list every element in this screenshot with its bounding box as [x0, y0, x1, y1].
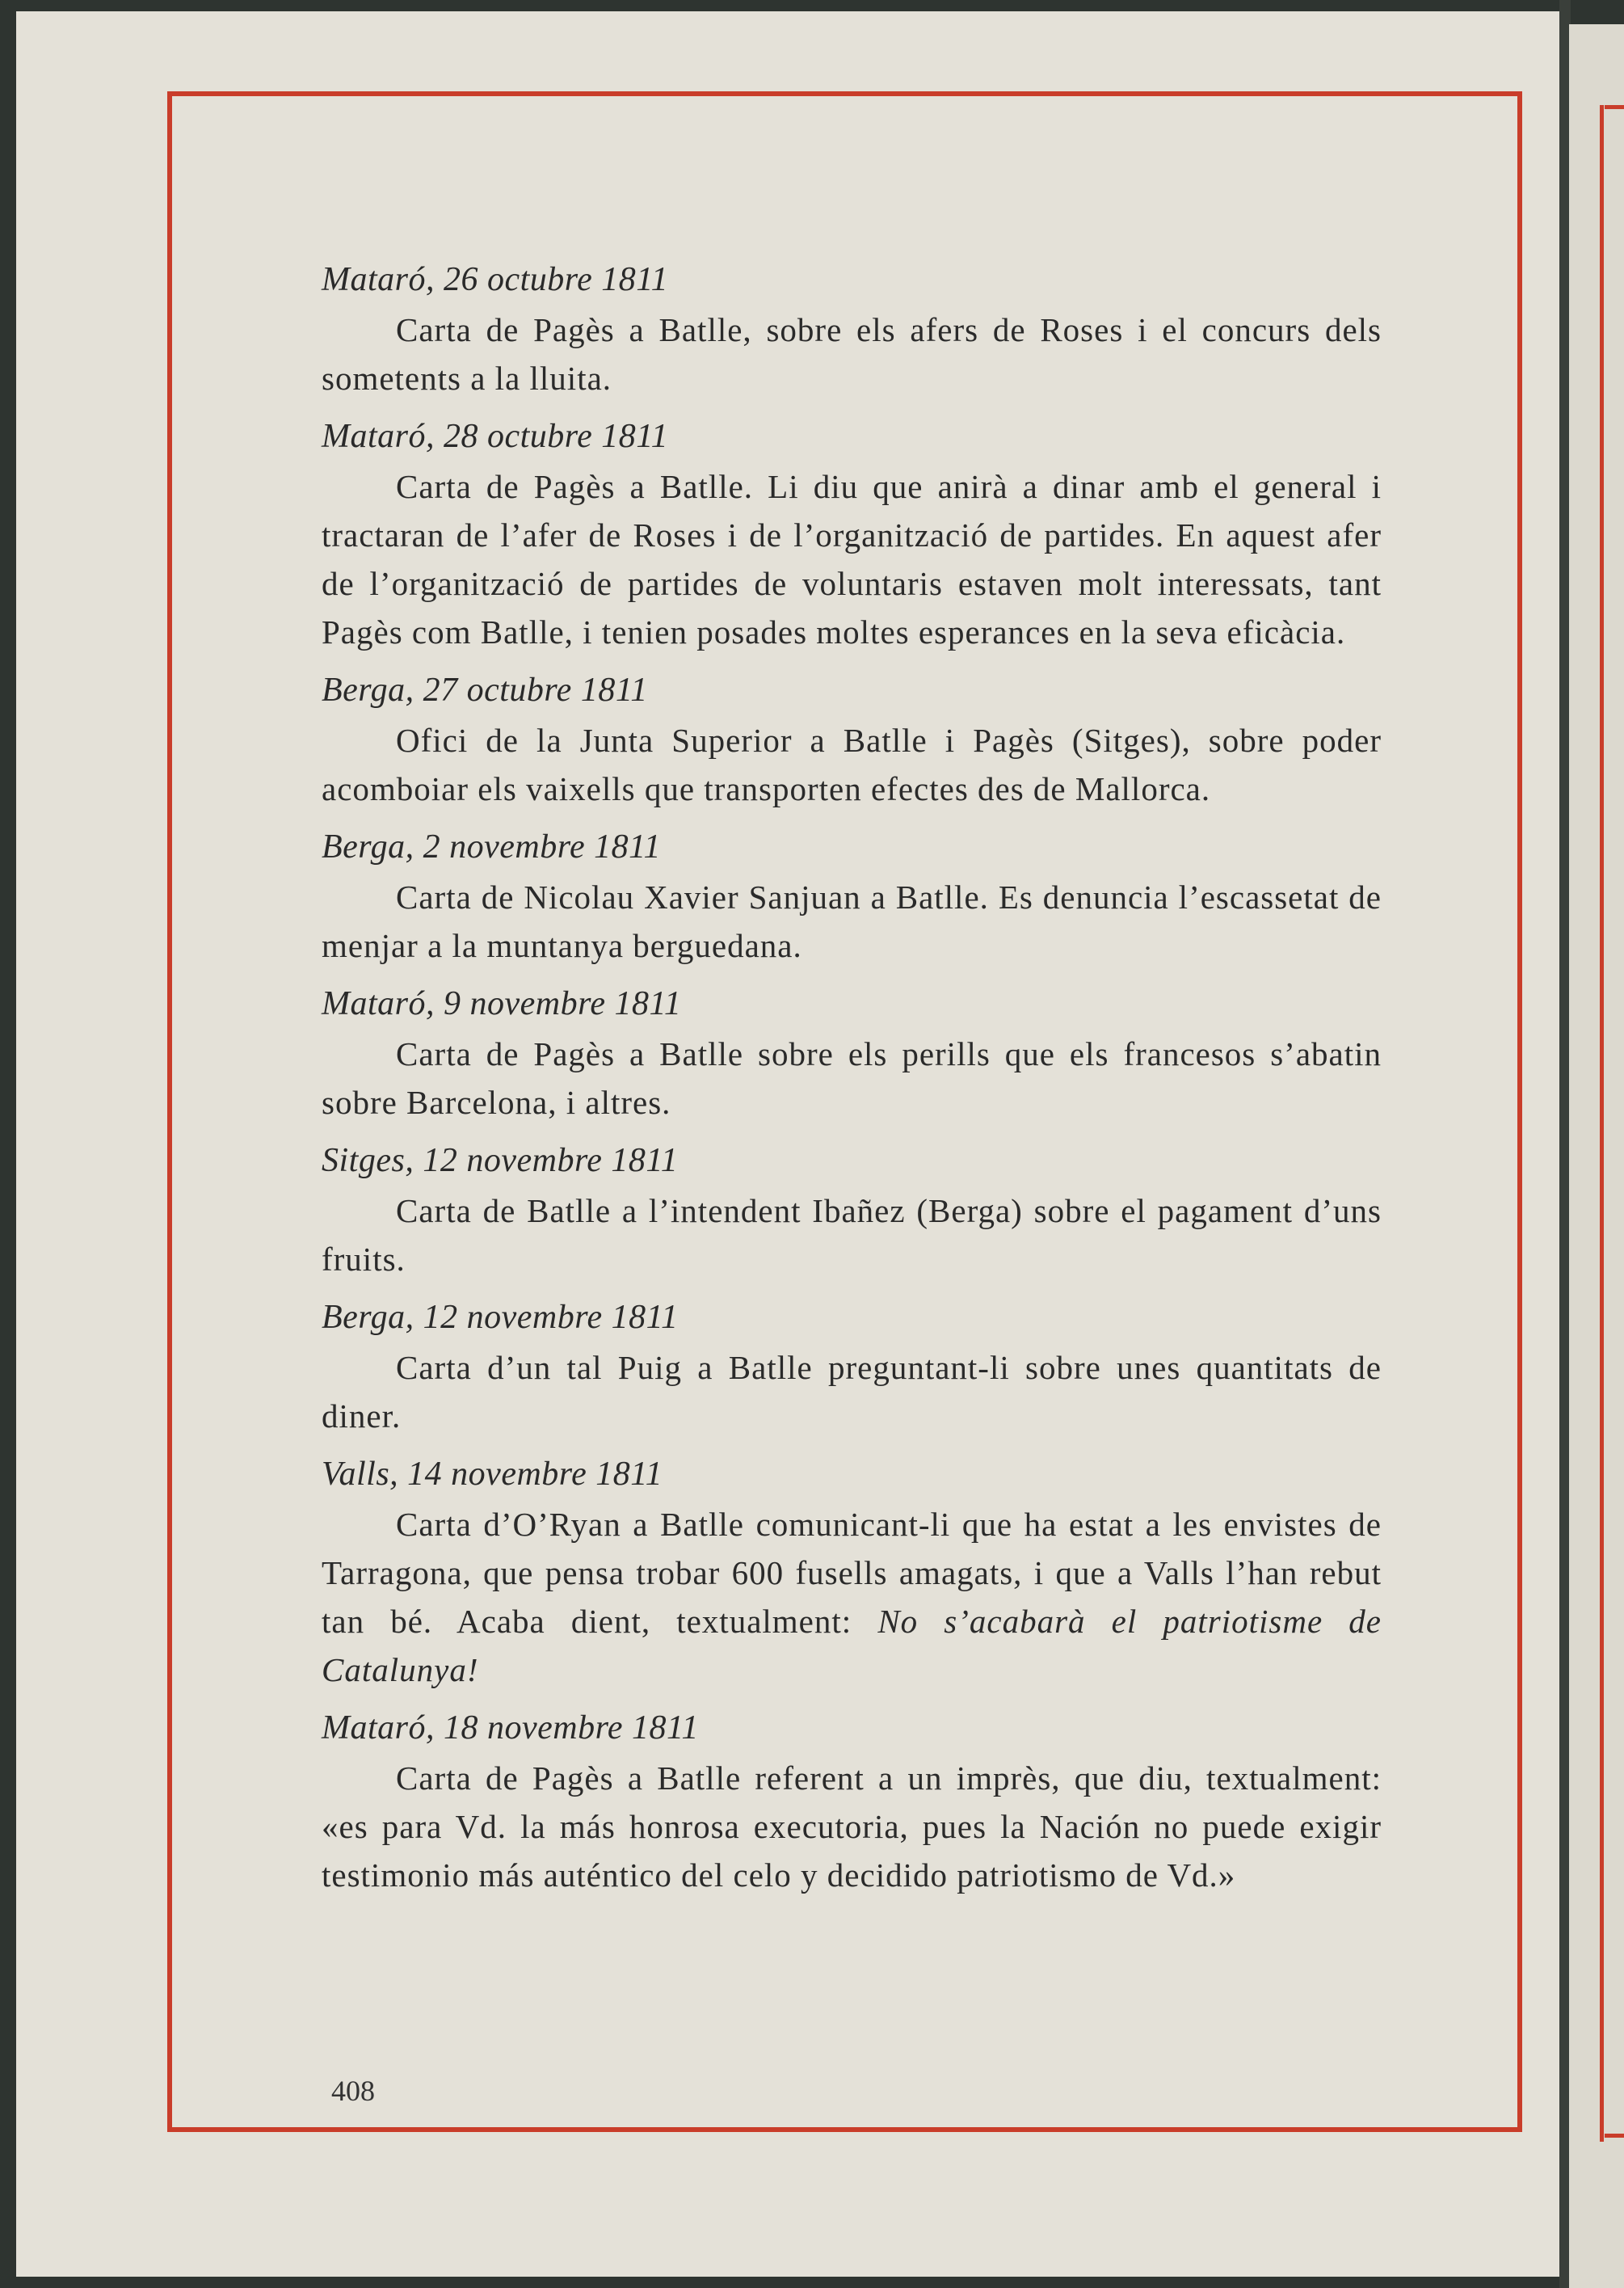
entry-body: [322, 1500, 1382, 1694]
page-border-right: [1517, 91, 1522, 2132]
page-border-bottom: [167, 2127, 1522, 2132]
entry-body-text: Carta d’O’Ryan a Batlle comunicant-li que ha estat a les envistes de Tarragona, que pensa trobar 600 fusells amagats, i que a Valls l’han rebut tan bé. Acaba dient, textualment:: [322, 1506, 1382, 1640]
facing-page-border-left: [1600, 105, 1604, 2142]
entry-body: Carta de Pagès a Batlle sobre els perills que els francesos s’abatin sobre Barcelona, i altres.: [322, 1035, 1382, 1121]
entry: [322, 1295, 1382, 1440]
entry-body: Carta de Pagès a Batlle. Li diu que anirà a dinar amb el general i tractaran de l’afer de Roses i de l’organització de partides. En aquest afer de l’organització de partides de voluntaris estaven molt interessats, tant Pagès com Batlle, i tenien posades moltes esperances en la seva eficàcia.: [322, 468, 1382, 651]
entry-body: Carta de Pagès a Batlle, sobre els afers de Roses i el concurs dels sometents a la lluita.: [322, 311, 1382, 397]
entry: [322, 414, 1382, 656]
entry-heading: Valls, 14 novembre 1811: [322, 1456, 663, 1493]
entry: [322, 668, 1382, 813]
entry-body: Carta de Pagès a Batlle referent a un imprès, que diu, textualment: «es para Vd. la más honrosa executoria, pues la Nación no puede exigir testimonio más auténtico del celo y decidido patriotismo de Vd.»: [322, 1759, 1382, 1894]
entry: [322, 257, 1382, 402]
page-number: 408: [331, 2075, 375, 2107]
facing-page-border-top: [1605, 105, 1624, 109]
entry: [322, 1705, 1382, 1899]
entry-body: Ofici de la Junta Superior a Batlle i Pagès (Sitges), sobre poder acomboiar els vaixells que transporten efectes des de Mallorca.: [322, 722, 1382, 807]
entry-heading: Berga, 12 novembre 1811: [322, 1299, 679, 1336]
entry-body: Carta d’un tal Puig a Batlle preguntant-li sobre unes quantitats de diner.: [322, 1349, 1382, 1435]
entry-heading: Berga, 2 novembre 1811: [322, 828, 662, 866]
page-content: [322, 257, 1382, 1911]
entry-heading: Mataró, 9 novembre 1811: [322, 985, 682, 1022]
entry-heading: Mataró, 26 octubre 1811: [322, 261, 669, 298]
entry: [322, 981, 1382, 1127]
entry: [322, 1452, 1382, 1694]
facing-page-edge: [1569, 24, 1624, 2288]
facing-page-border-bottom: [1605, 2134, 1624, 2138]
entry-body: Carta de Batlle a l’intendent Ibañez (Berga) sobre el pagament d’uns fruits.: [322, 1192, 1382, 1278]
page-border-left: [167, 91, 172, 2132]
entry-quote: No s’acabarà el patriotisme de Catalunya!: [322, 1603, 1382, 1688]
entry: [322, 824, 1382, 970]
entry-heading: Mataró, 18 novembre 1811: [322, 1709, 699, 1747]
entry: [322, 1138, 1382, 1283]
entry-heading: Sitges, 12 novembre 1811: [322, 1142, 679, 1179]
entry-body: Carta de Nicolau Xavier Sanjuan a Batlle. Es denuncia l’escassetat de menjar a la muntanya berguedana.: [322, 879, 1382, 964]
entry-heading: Berga, 27 octubre 1811: [322, 672, 648, 709]
page-border-top: [167, 91, 1522, 96]
entry-heading: Mataró, 28 octubre 1811: [322, 418, 669, 455]
